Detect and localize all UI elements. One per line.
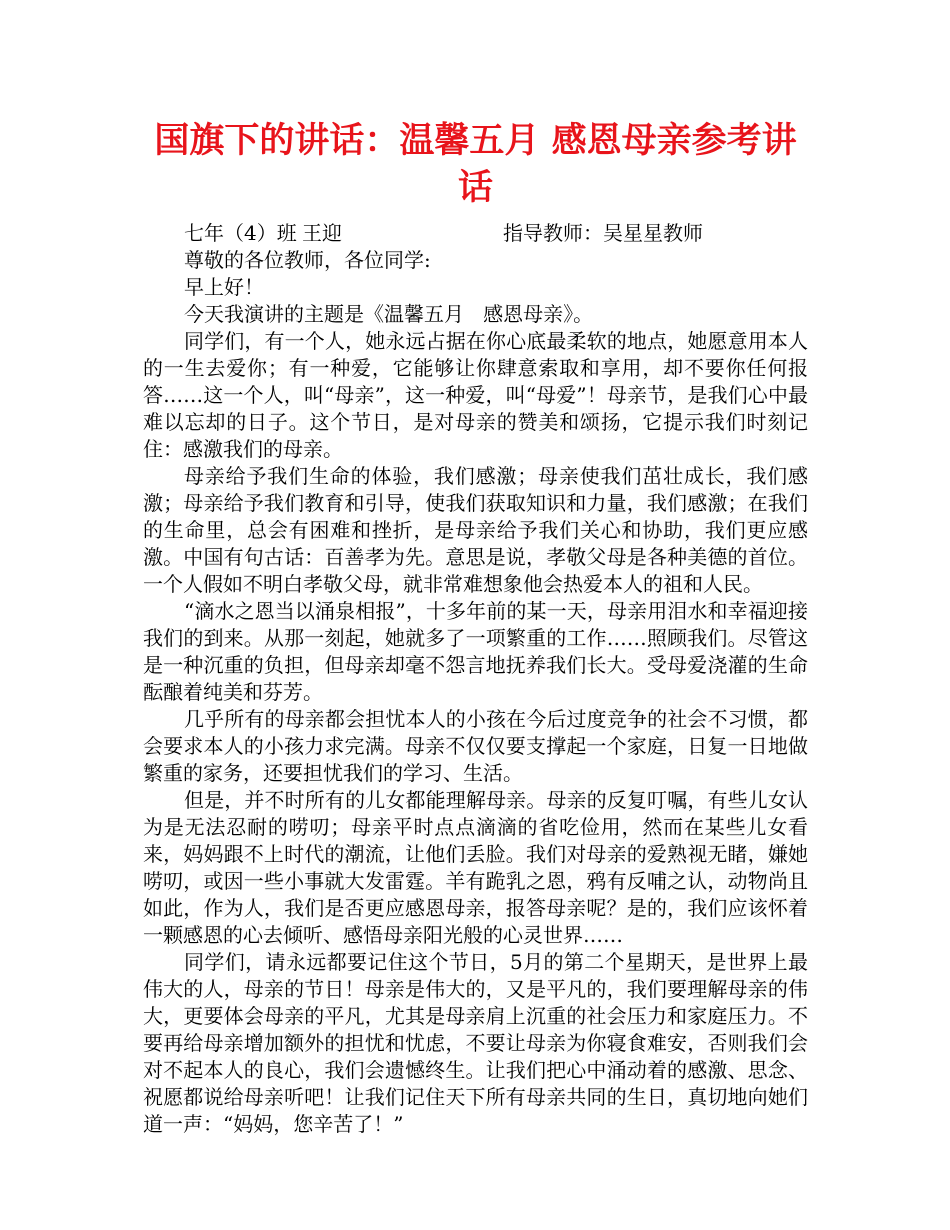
byline: [143, 220, 808, 247]
speech-topic: 今天我演讲的主题是《温馨五月 感恩母亲》。: [184, 302, 594, 326]
paragraph-6: 同学们，请永远都要记住这个节日，5月的第二个星期天，是世界上最伟大的人，母亲的节日！母亲是伟大的，又是平凡的，我们要理解母亲的伟大，更要体会母亲的平凡，尤其是母亲肩上沉重的社会压力和家庭压力。不要再给母亲增加额外的担忧和忧虑，不要让母亲为你寝食难安，否则我们会对不起本人的良心，我们会遗憾终生。让我们把心中涌动着的感激、思念、祝愿都说给母亲听吧！让我们记住天下所有母亲共同的生日，真切地向她们道一声：“妈妈，您辛苦了！”: [143, 950, 808, 1136]
paragraph-5: 但是，并不时所有的儿女都能理解母亲。母亲的反复叮嘱，有些儿女认为是无法忍耐的唠叨；母亲平时点点滴滴的省吃俭用，然而在某些儿女看来，妈妈跟不上时代的潮流，让他们丢脸。我们对母亲的爱熟视无睹，嫌她唠叨，或因一些小事就大发雷霆。羊有跪乳之恩，鸦有反哺之认，动物尚且如此，作为人，我们是否更应感恩母亲，报答母亲呢？是的，我们应该怀着一颗感恩的心去倾听、感悟母亲阳光般的心灵世界……: [143, 788, 808, 947]
document-body: [143, 220, 808, 1138]
morning-greeting: 早上好！: [184, 275, 264, 299]
paragraph-1: 同学们，有一个人，她永远占据在你心底最柔软的地点，她愿意用本人的一生去爱你；有一种爱，它能够让你肆意索取和享用，却不要你任何报答……这一个人，叫“母亲”，这一种爱，叫“母爱”！母亲节，是我们心中最难以忘却的日子。这个节日，是对母亲的赞美和颂扬，它提示我们时刻记住：感激我们的母亲。: [143, 329, 808, 461]
document-page: [143, 118, 808, 1138]
teacher-label: 指导教师：吴星星教师: [503, 221, 703, 245]
class-label: 七年（4）班: [184, 221, 297, 245]
paragraph-3: “滴水之恩当以涌泉相报”，十多年前的某一天，母亲用泪水和幸福迎接我们的到来。从那一刻起，她就多了一项繁重的工作……照顾我们。尽管这是一种沉重的负担，但母亲却毫不怨言地抚养我们长大。受母爱浇灌的生命酝酿着纯美和芬芳。: [143, 599, 808, 704]
page-title: 国旗下的讲话：温馨五月 感恩母亲参考讲话: [154, 121, 797, 208]
greeting: 尊敬的各位教师，各位同学:: [184, 248, 431, 272]
student-name: 王迎: [302, 221, 342, 245]
paragraph-4: 几乎所有的母亲都会担忧本人的小孩在今后过度竞争的社会不习惯，都会要求本人的小孩力求完满。母亲不仅仅要支撑起一个家庭，日复一日地做繁重的家务，还要担忧我们的学习、生活。: [143, 707, 808, 785]
paragraph-2: 母亲给予我们生命的体验，我们感激；母亲使我们茁壮成长，我们感激；母亲给予我们教育和引导，使我们获取知识和力量，我们感激；在我们的生命里，总会有困难和挫折，是母亲给予我们关心和协助，我们更应感激。中国有句古话：百善孝为先。意思是说，孝敬父母是各种美德的首位。一个人假如不明白孝敬父母，就非常难想象他会热爱本人的祖和人民。: [143, 464, 808, 596]
